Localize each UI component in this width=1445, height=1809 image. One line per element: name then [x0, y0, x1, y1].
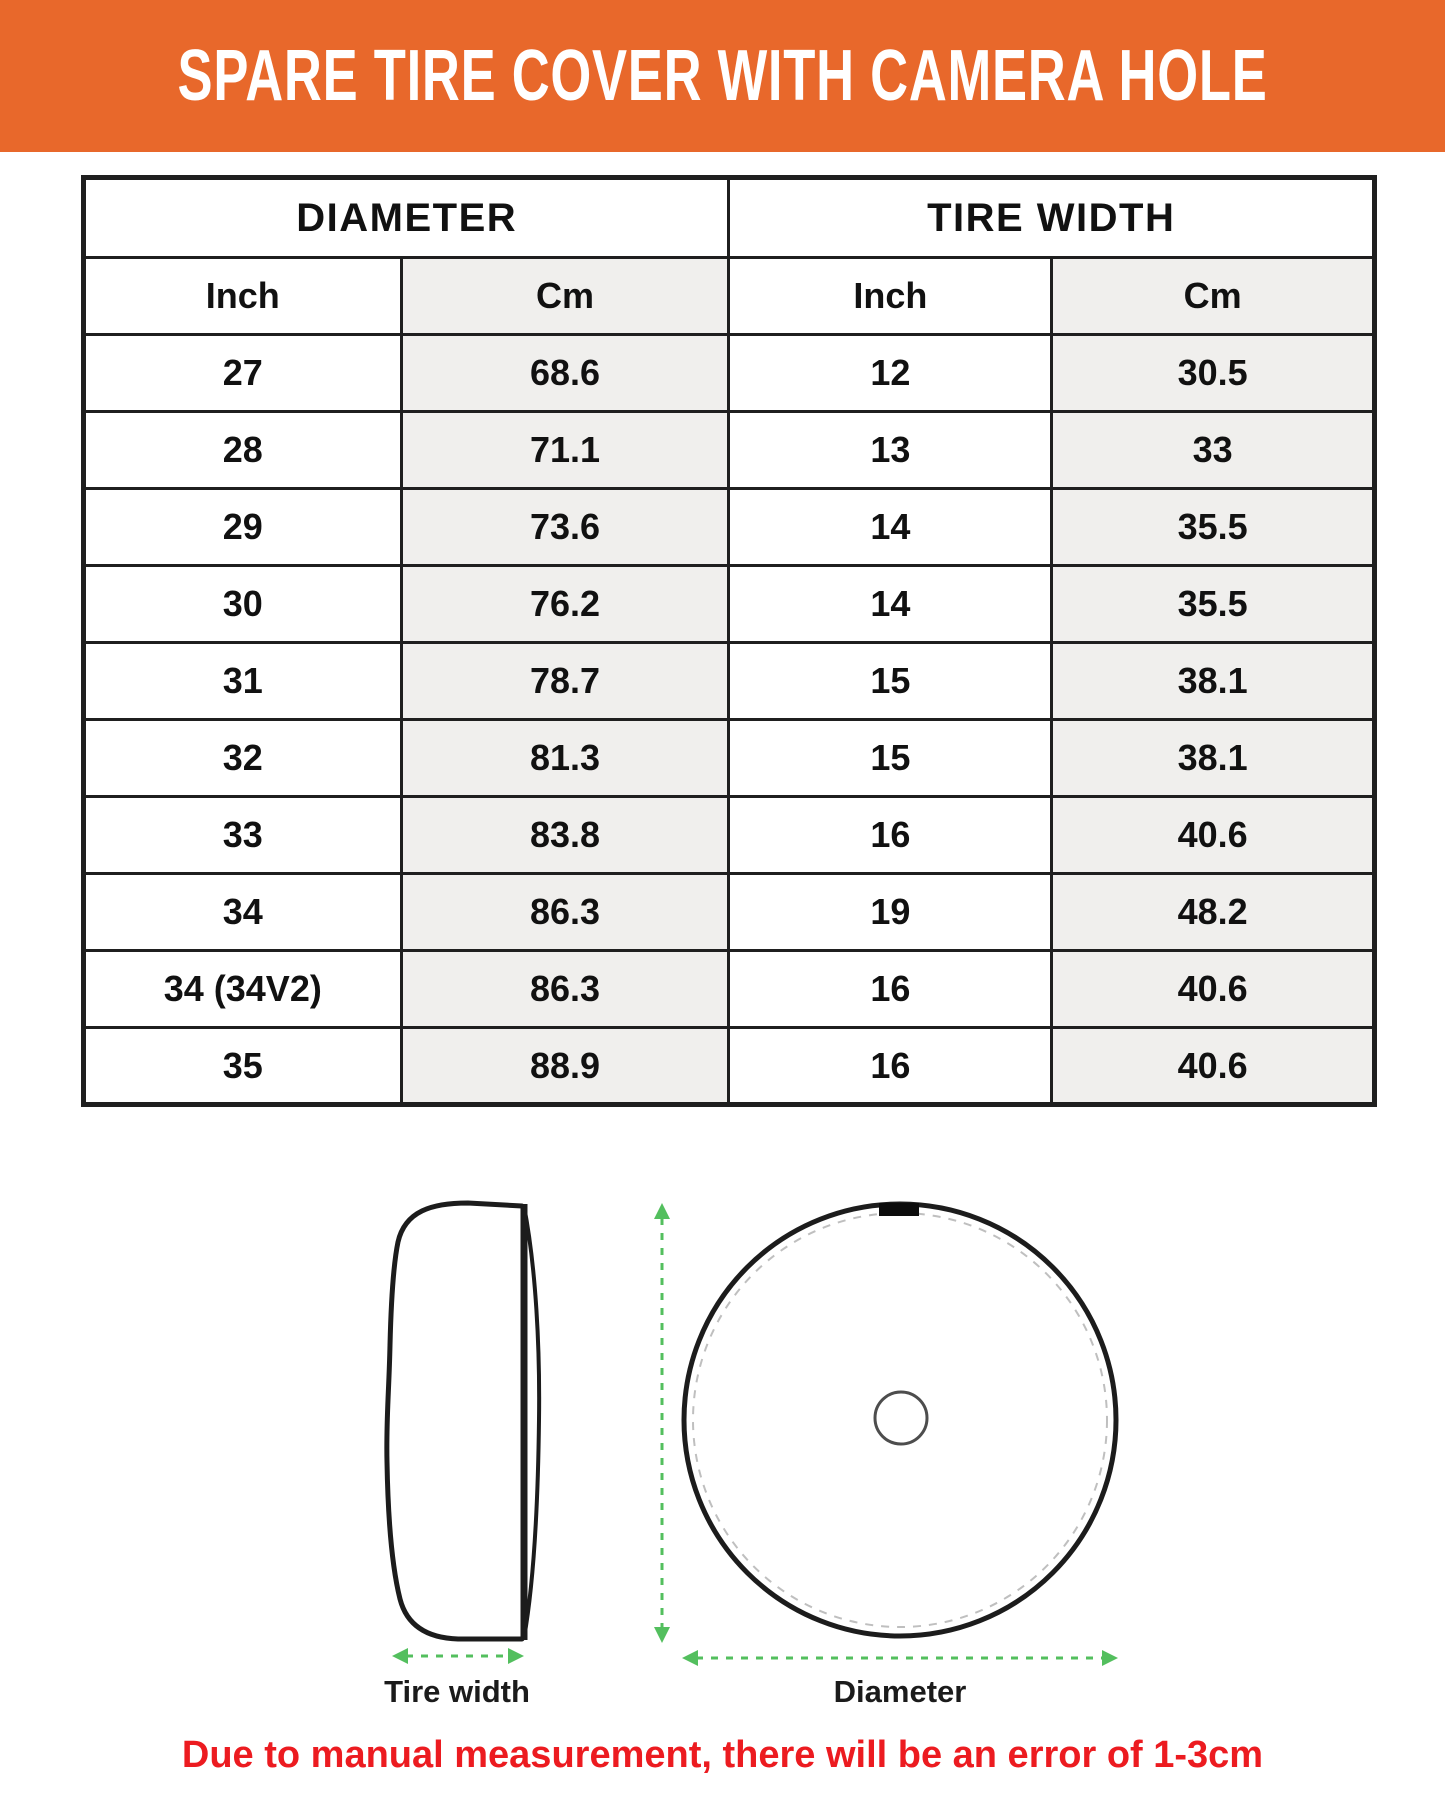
table-cell: 15 [729, 720, 1052, 797]
tire-width-dimension-arrow [392, 1648, 524, 1664]
column-header-tirewidth-cm: Cm [1052, 258, 1375, 335]
table-cell: 27 [84, 335, 402, 412]
table-cell: 33 [84, 797, 402, 874]
table-cell: 40.6 [1052, 1028, 1375, 1105]
diameter-label: Diameter [833, 1674, 967, 1709]
top-tab-marker [879, 1203, 919, 1216]
table-cell: 16 [729, 951, 1052, 1028]
table-cell: 30 [84, 566, 402, 643]
table-row [84, 412, 1375, 489]
table-cell: 86.3 [401, 951, 729, 1028]
diameter-dimension-arrow [682, 1650, 1118, 1666]
table-row [84, 335, 1375, 412]
table-cell: 19 [729, 874, 1052, 951]
table-cell: 78.7 [401, 643, 729, 720]
column-header-diameter-cm: Cm [401, 258, 729, 335]
table-cell: 14 [729, 489, 1052, 566]
banner [0, 0, 1445, 152]
table-cell: 48.2 [1052, 874, 1375, 951]
size-table [81, 175, 1377, 1107]
table-cell: 40.6 [1052, 951, 1375, 1028]
table-cell: 12 [729, 335, 1052, 412]
table-cell: 29 [84, 489, 402, 566]
table-subheader-row [84, 258, 1375, 335]
table-row [84, 1028, 1375, 1105]
camera-hole [875, 1392, 927, 1444]
tire-front-view [684, 1203, 1116, 1636]
table-cell: 71.1 [401, 412, 729, 489]
table-cell: 16 [729, 797, 1052, 874]
table-cell: 76.2 [401, 566, 729, 643]
table-cell: 38.1 [1052, 720, 1375, 797]
size-diagram [0, 1160, 1445, 1760]
table-cell: 16 [729, 1028, 1052, 1105]
column-header-diameter-inch: Inch [84, 258, 402, 335]
table-row [84, 720, 1375, 797]
table-cell: 31 [84, 643, 402, 720]
table-cell: 86.3 [401, 874, 729, 951]
table-cell: 33 [1052, 412, 1375, 489]
table-cell: 73.6 [401, 489, 729, 566]
page-title: SPARE TIRE COVER WITH CAMERA HOLE [177, 36, 1268, 116]
table-cell: 35.5 [1052, 566, 1375, 643]
table-cell: 81.3 [401, 720, 729, 797]
table-cell: 28 [84, 412, 402, 489]
table-cell: 14 [729, 566, 1052, 643]
table-cell: 68.6 [401, 335, 729, 412]
table-cell: 38.1 [1052, 643, 1375, 720]
table-cell: 34 (34V2) [84, 951, 402, 1028]
table-cell: 30.5 [1052, 335, 1375, 412]
table-cell: 15 [729, 643, 1052, 720]
tire-width-label: Tire width [384, 1674, 530, 1709]
column-group-tire-width: TIRE WIDTH [729, 178, 1375, 258]
table-row [84, 489, 1375, 566]
table-row [84, 566, 1375, 643]
column-header-tirewidth-inch: Inch [729, 258, 1052, 335]
table-group-header-row [84, 178, 1375, 258]
table-cell: 34 [84, 874, 402, 951]
table-cell: 35.5 [1052, 489, 1375, 566]
table-row [84, 797, 1375, 874]
table-cell: 32 [84, 720, 402, 797]
vertical-dimension-arrow [654, 1203, 670, 1643]
measurement-note: Due to manual measurement, there will be an error of 1-3cm [181, 1734, 1264, 1776]
table-cell: 83.8 [401, 797, 729, 874]
table-cell: 35 [84, 1028, 402, 1105]
table-cell: 88.9 [401, 1028, 729, 1105]
column-group-diameter: DIAMETER [84, 178, 729, 258]
table-row [84, 951, 1375, 1028]
table-cell: 40.6 [1052, 797, 1375, 874]
table-cell: 13 [729, 412, 1052, 489]
table-row [84, 643, 1375, 720]
tire-side-view [387, 1203, 539, 1640]
table-row [84, 874, 1375, 951]
